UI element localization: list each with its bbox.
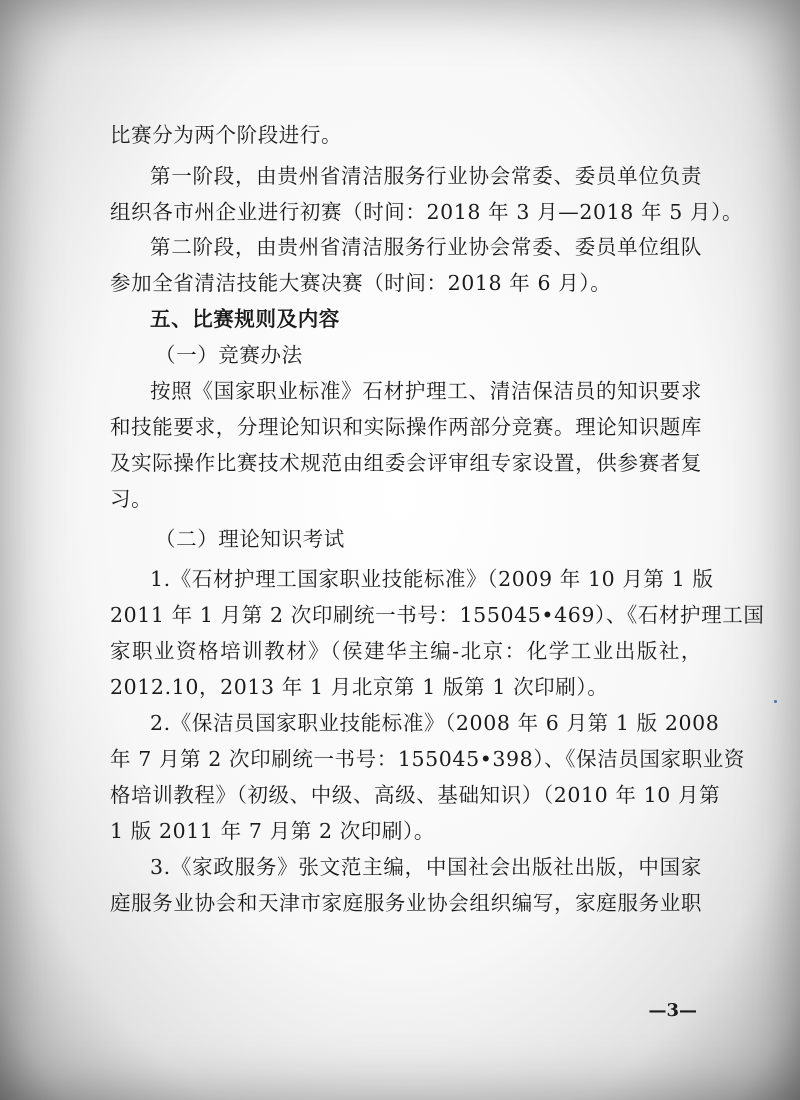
text-line-13: 1.《石材护理工国家职业技能标准》（2009 年 10 月第 1 版	[150, 567, 714, 591]
text-line-21: 3.《家政服务》张文范主编，中国社会出版社出版，中国家	[150, 855, 702, 879]
text-line-22: 庭服务业协会和天津市家庭服务业协会组织编写，家庭服务业职	[110, 891, 702, 915]
text-line-19: 格培训教程》（初级、中级、高级、基础知识）（2010 年 10 月第	[110, 783, 721, 807]
page-number: —3—	[648, 1000, 697, 1021]
text-line-2: 第一阶段，由贵州省清洁服务行业协会常委、委员单位负责	[150, 164, 702, 188]
subsection-heading-1: （一）竞赛办法	[155, 343, 303, 367]
text-line-1: 比赛分为两个阶段进行。	[110, 123, 343, 147]
text-line-18: 年 7 月第 2 次印刷统一书号：155045•398）、《保洁员国家职业资	[110, 747, 745, 771]
text-line-10: 及实际操作比赛技术规范由组委会评审组专家设置，供参赛者复	[110, 451, 702, 475]
text-line-4: 第二阶段，由贵州省清洁服务行业协会常委、委员单位组队	[150, 235, 702, 259]
text-line-8: 按照《国家职业标准》石材护理工、清洁保洁员的知识要求	[150, 379, 702, 403]
scan-speck	[774, 700, 777, 703]
text-line-9: 和技能要求，分理论知识和实际操作两部分竞赛。理论知识题库	[110, 415, 702, 439]
subsection-heading-2: （二）理论知识考试	[155, 527, 345, 551]
text-line-11: 习。	[110, 487, 153, 511]
text-line-17: 2.《保洁员国家职业技能标准》（2008 年 6 月第 1 版 2008	[150, 711, 720, 735]
text-line-3: 组织各市州企业进行初赛（时间：2018 年 3 月—2018 年 5 月）。	[110, 200, 744, 224]
text-line-5: 参加全省清洁技能大赛决赛（时间：2018 年 6 月）。	[110, 271, 612, 295]
section-heading: 五、比赛规则及内容	[150, 307, 340, 331]
text-line-14: 2011 年 1 月第 2 次印刷统一书号：155045•469）、《石材护理工国	[110, 603, 765, 627]
text-line-16: 2012.10，2013 年 1 月北京第 1 版第 1 次印刷）。	[110, 675, 609, 699]
text-line-20: 1 版 2011 年 7 月第 2 次印刷）。	[110, 819, 435, 843]
text-line-15: 家职业资格培训教材》（侯建华主编-北京：化学工业出版社，	[110, 639, 702, 663]
